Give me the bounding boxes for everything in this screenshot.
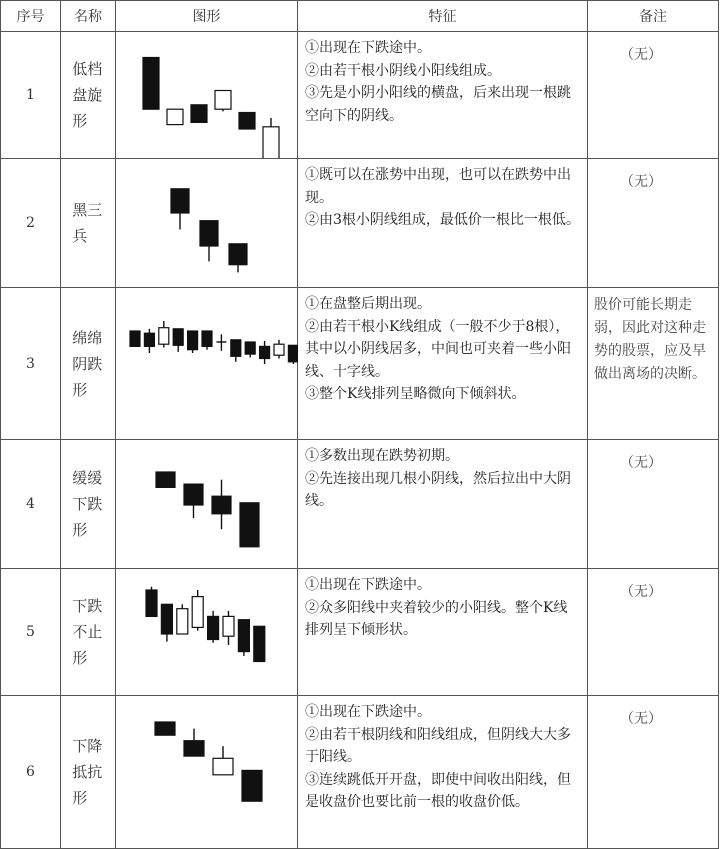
pattern-name: 低档盘旋形: [72, 60, 103, 130]
candlestick-chart: [116, 288, 298, 439]
features-cell: [298, 569, 588, 696]
candle-body: [156, 472, 175, 487]
feature-item: ①在盘整后期出现。: [305, 296, 431, 312]
row-index: 6: [1, 696, 61, 849]
header-note: 备注: [588, 1, 719, 32]
feature-item: ①出现在下跌途中。: [305, 40, 431, 56]
feature-item: ②由若干根阴线和阳线组成，但阴线大大多于阳线。: [305, 726, 571, 765]
candlestick-bullish: [192, 590, 203, 631]
candle-body: [188, 331, 198, 350]
candle-body: [177, 609, 188, 634]
candlestick-bearish: [161, 604, 172, 641]
header-row: [1, 1, 719, 32]
candle-body: [192, 597, 203, 628]
candlestick-bearish: [202, 331, 212, 350]
candle-body: [213, 758, 233, 775]
candlestick-bearish: [288, 345, 298, 364]
candlestick-figure: [116, 288, 298, 440]
features-cell: [298, 288, 588, 440]
candle-body: [143, 58, 159, 110]
candle-body: [245, 342, 255, 354]
candle-body: [274, 344, 284, 355]
candle-body: [288, 345, 298, 362]
candlestick-chart: [116, 440, 298, 568]
note-cell: [588, 696, 719, 849]
feature-item: ①多数出现在跌势初期。: [305, 448, 459, 464]
pattern-name: 下降抵抗形: [72, 737, 103, 807]
candlestick-chart: [116, 696, 298, 848]
note-text: （无）: [620, 584, 662, 600]
note-cell: [588, 32, 719, 159]
candle-body: [212, 496, 231, 514]
candlestick-bearish: [171, 189, 189, 230]
candlestick-bullish: [274, 340, 284, 359]
row-name: [61, 569, 116, 696]
note-cell: [588, 569, 719, 696]
candlestick-bearish: [191, 105, 207, 123]
candle-body: [215, 91, 231, 110]
candlestick-figure: [116, 569, 298, 696]
candle-body: [167, 109, 183, 124]
candle-body: [238, 620, 249, 652]
table-row: [1, 440, 719, 569]
candle-body: [184, 484, 203, 505]
feature-item: ③先是小阴小阳线的横盘，后来出现一根跳空向下的阴线。: [305, 85, 571, 124]
feature-item: ③整个K线排列呈略微向下倾斜状。: [305, 386, 526, 402]
pattern-name: 黑三兵: [72, 201, 103, 245]
header-index: 序号: [1, 1, 61, 32]
feature-item: ①出现在下跌途中。: [305, 704, 431, 720]
feature-item: ②先连接出现几根小阴线，然后拉出中大阴线。: [305, 470, 571, 509]
candlestick-bearish: [240, 503, 259, 547]
candle-body: [161, 604, 172, 634]
candlestick-figure: [116, 159, 298, 288]
candlestick-chart: [116, 569, 298, 695]
note-text: （无）: [620, 455, 662, 471]
candlestick-bearish: [212, 480, 231, 530]
candle-body: [240, 503, 259, 547]
candle-body: [242, 770, 262, 801]
candle-body: [231, 340, 241, 357]
candle-body: [171, 189, 189, 213]
features-cell: [298, 440, 588, 569]
candlestick-bearish: [146, 587, 157, 617]
candlestick-figure: [116, 696, 298, 849]
row-name: [61, 32, 116, 159]
header-name: 名称: [61, 1, 116, 32]
feature-item: ③连续跳低开开盘，即使中间收出阳线，但是收盘价也要比前一根的收盘价低。: [305, 771, 571, 810]
candlestick-bearish: [239, 113, 255, 130]
candlestick-figure: [116, 32, 298, 159]
candle-body: [200, 221, 218, 246]
candle-body: [254, 626, 265, 661]
row-name: [61, 440, 116, 569]
features-cell: [298, 159, 588, 288]
row-index: 2: [1, 159, 61, 288]
candle-body: [144, 333, 154, 346]
candlestick-bearish: [144, 329, 154, 353]
candlestick-bullish: [177, 604, 188, 634]
row-name: [61, 159, 116, 288]
row-index: 3: [1, 288, 61, 440]
candlestick-chart: [116, 32, 298, 158]
feature-item: ①既可以在涨势中出现，也可以在跌势中出现。: [305, 167, 571, 206]
header-features: 特征: [298, 1, 588, 32]
feature-item: ②由3根小阴线组成，最低价一根比一根低。: [305, 212, 580, 228]
candle-body: [223, 616, 234, 636]
row-name: [61, 288, 116, 440]
candlestick-bearish: [184, 729, 204, 757]
row-index: 1: [1, 32, 61, 159]
note-text: 股价可能长期走弱，因此对这种走势的股票，应及早做出离场的决断。: [594, 297, 706, 382]
table-row: [1, 32, 719, 159]
candlestick-bearish: [245, 342, 255, 357]
feature-item: ①出现在下跌途中。: [305, 577, 431, 593]
candlestick-bearish: [229, 244, 247, 273]
table-row: [1, 159, 719, 288]
feature-item: ②由若干根小K线组成（一般不少于8根），其中以小阴线居多，中间也可夹着一些小阳线、十字线。: [305, 318, 571, 380]
row-index: 4: [1, 440, 61, 569]
candlestick-bullish: [263, 118, 279, 158]
note-text: （无）: [620, 174, 662, 190]
feature-item: ②众多阳线中夹着较少的小阳线。整个K线排列呈下倾形状。: [305, 599, 568, 638]
candlestick-bearish: [156, 472, 175, 487]
candle-body: [173, 329, 183, 346]
candle-body: [260, 346, 270, 358]
candlestick-bullish: [223, 611, 234, 645]
candle-body: [208, 616, 219, 639]
candle-body: [191, 105, 207, 123]
candlestick-chart: [116, 159, 298, 287]
candlestick-doji: [216, 334, 226, 351]
row-index: 5: [1, 569, 61, 696]
header-figure: 图形: [116, 1, 298, 32]
feature-item: ②由若干根小阴线小阳线组成。: [305, 62, 501, 79]
candlestick-bearish: [254, 626, 265, 661]
candlestick-bearish: [155, 722, 175, 735]
features-cell: [298, 696, 588, 849]
candle-body: [239, 113, 255, 130]
pattern-name: 下跌不止形: [72, 597, 103, 667]
candlestick-bullish: [213, 746, 233, 775]
candlestick-bearish: [238, 620, 249, 656]
candle-body: [202, 331, 212, 346]
candlestick-figure: [116, 440, 298, 569]
note-cell: [588, 440, 719, 569]
note-text: （无）: [620, 47, 662, 63]
features-cell: [298, 32, 588, 159]
row-name: [61, 696, 116, 849]
candle-body: [184, 741, 204, 756]
candle-body: [229, 244, 247, 265]
candlestick-bearish: [184, 484, 203, 518]
note-cell: [588, 159, 719, 288]
table-row: [1, 288, 719, 440]
pattern-name: 绵绵阴跌形: [72, 328, 103, 399]
candlestick-bullish: [215, 91, 231, 112]
candlestick-bearish: [200, 221, 218, 262]
candlestick-bearish: [208, 611, 219, 643]
candlestick-bearish: [173, 329, 183, 352]
candlestick-bearish: [242, 770, 262, 801]
table-row: [1, 696, 719, 849]
note-cell: [588, 288, 719, 440]
candlestick-bullish: [167, 109, 183, 124]
candlestick-bearish: [143, 58, 159, 110]
candle-body: [146, 590, 157, 616]
pattern-name: 缓缓下跌形: [72, 469, 103, 539]
candlestick-bearish: [188, 331, 198, 353]
note-text: （无）: [620, 711, 662, 727]
table-row: [1, 569, 719, 696]
candle-body: [155, 722, 175, 735]
candlestick-bearish: [130, 331, 140, 346]
candlestick-bearish: [231, 340, 241, 362]
candle-body: [263, 127, 279, 158]
candlestick-bullish: [159, 321, 169, 347]
candlestick-bearish: [260, 341, 270, 364]
candle-body: [159, 328, 169, 345]
candle-body: [130, 331, 140, 346]
